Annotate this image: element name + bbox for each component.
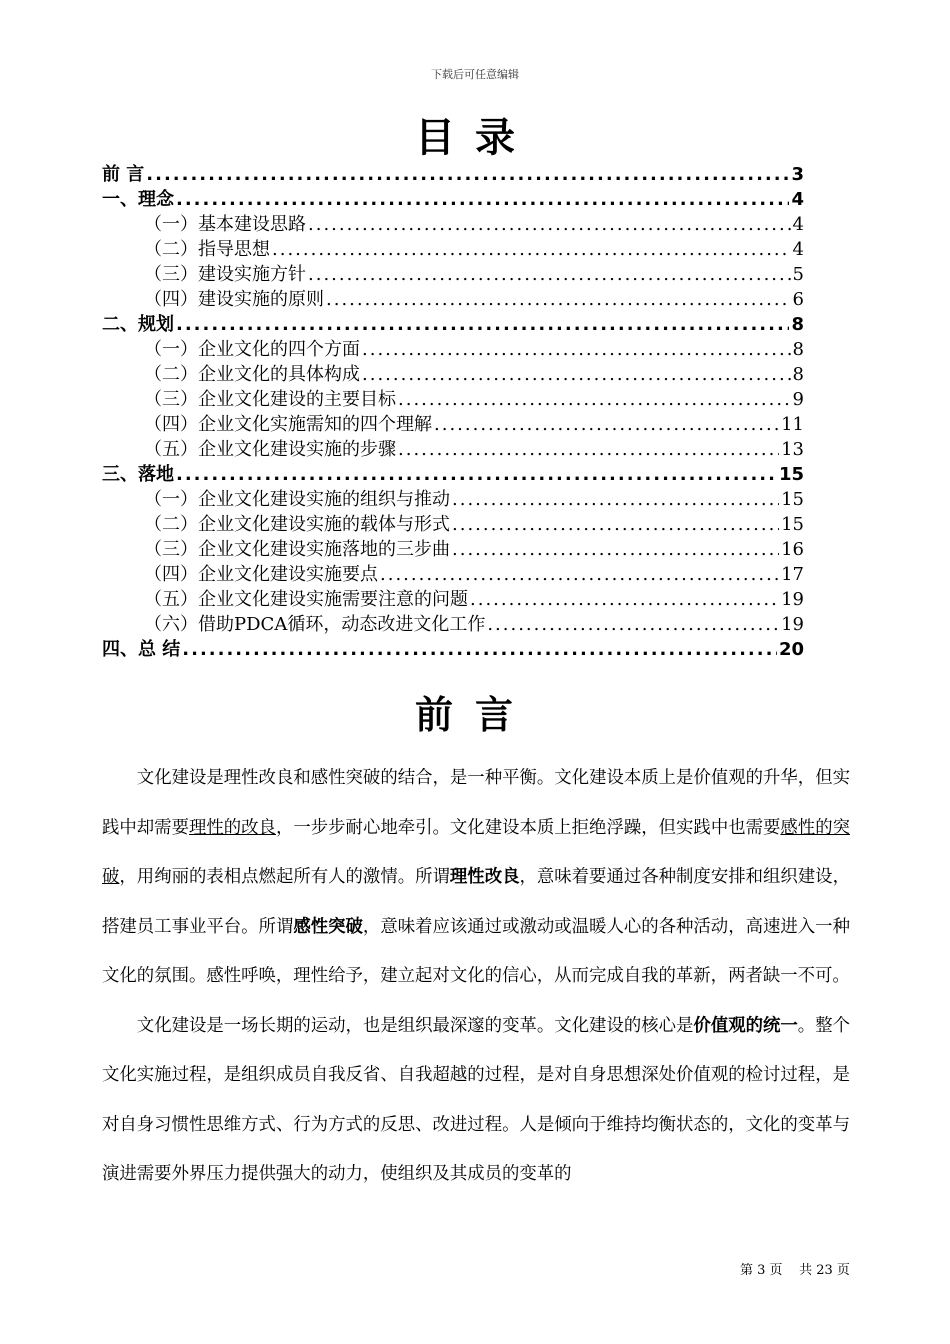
toc-leader-dots	[362, 362, 791, 387]
toc-entry-page: 16	[781, 539, 804, 560]
toc-leader-dots	[452, 487, 779, 512]
toc-leader-dots	[176, 462, 777, 487]
toc-entry[interactable]	[102, 637, 804, 662]
toc-entry-page: 6	[792, 289, 804, 310]
toc-entry[interactable]	[102, 562, 804, 587]
toc-entry[interactable]	[102, 262, 804, 287]
toc-leader-dots	[182, 637, 777, 662]
toc-leader-dots	[452, 512, 779, 537]
toc-entry-label: （三）企业文化建设的主要目标	[144, 389, 396, 410]
toc-entry-label: （二）指导思想	[144, 239, 270, 260]
text-span: ，意味着要通过各种制度安排和组织建设，搭建员工事业平台。所谓	[102, 867, 850, 937]
toc-entry[interactable]	[102, 187, 804, 212]
toc-title: 目录	[415, 115, 535, 161]
preface-paragraph-1	[102, 754, 850, 1002]
toc-entry-label: 一、理念	[102, 189, 174, 210]
toc-entry-label: （五）企业文化建设实施的步骤	[144, 439, 396, 460]
underlined-text: 理性的改良	[188, 817, 276, 838]
toc-leader-dots	[308, 262, 791, 287]
toc-entry[interactable]	[102, 312, 804, 337]
toc-entry-label: 三、落地	[102, 464, 174, 485]
toc-leader-dots	[272, 237, 791, 262]
text-span: 文化建设是理性改良和感性突破的结合，是一种平衡。文化建设本质上是价值观的升华，但实践中却需要	[102, 768, 850, 838]
toc-entry[interactable]	[102, 337, 804, 362]
toc-entry-label: （一）基本建设思路	[144, 214, 306, 235]
toc-entry-page: 5	[792, 264, 804, 285]
toc-entry[interactable]	[102, 437, 804, 462]
toc-entry[interactable]	[102, 462, 804, 487]
toc-entry-page: 19	[781, 614, 804, 635]
toc-leader-dots	[176, 312, 789, 337]
page-footer	[740, 1259, 850, 1278]
bold-text: 价值观的统一	[693, 1015, 798, 1036]
toc-entry-page: 4	[791, 189, 804, 210]
toc-entry-page: 15	[781, 514, 804, 535]
toc-leader-dots	[362, 337, 791, 362]
toc-entry-page: 15	[781, 489, 804, 510]
toc-entry[interactable]	[102, 212, 804, 237]
toc-entry-label: 二、规划	[102, 314, 174, 335]
toc-entry-label: （三）企业文化建设实施落地的三步曲	[144, 539, 450, 560]
toc-entry-label: （五）企业文化建设实施需要注意的问题	[144, 589, 468, 610]
underlined-text: 感性的突破	[102, 817, 850, 887]
text-span: ，一步步耐心地牵引。文化建设本质上拒绝浮躁，但实践中也需要	[275, 817, 781, 838]
toc-entry-label: （四）企业文化建设实施要点	[144, 564, 378, 585]
toc-entry[interactable]	[102, 237, 804, 262]
toc-entry-label: （六）借助PDCA循环，动态改进文化工作	[144, 614, 486, 635]
toc-leader-dots	[398, 437, 779, 462]
text-span: ，意味着应该通过或激动或温暖人心的各种活动，高速进入一种文化的氛围。感性呼唤，理性给予，建立起对文化的信心，从而完成自我的革新，两者缺一不可。	[102, 916, 850, 986]
text-span: 文化建设是一场长期的运动，也是组织最深邃的变革。文化建设的核心是	[136, 1015, 694, 1036]
page-total: 共 23 页	[799, 1263, 850, 1278]
preface-body	[102, 754, 850, 1200]
toc-entry[interactable]	[102, 612, 804, 637]
toc-entry-page: 19	[781, 589, 804, 610]
toc-entry-page: 8	[791, 314, 804, 335]
toc-leader-dots	[487, 612, 779, 637]
toc-entry-page: 8	[792, 364, 804, 385]
toc-entry[interactable]	[102, 287, 804, 312]
preface-paragraph-2	[102, 1002, 850, 1200]
toc-entry-label: 前 言	[102, 164, 145, 185]
toc-leader-dots	[380, 562, 779, 587]
toc-leader-dots	[398, 387, 791, 412]
toc-entry-label: （三）建设实施方针	[144, 264, 306, 285]
toc-entry[interactable]	[102, 587, 804, 612]
toc-leader-dots	[146, 162, 789, 187]
text-span: ，用绚丽的表相点燃起所有人的激情。所谓	[119, 867, 450, 887]
bold-text: 理性改良	[449, 867, 520, 887]
toc-entry-page: 15	[778, 464, 804, 485]
toc-entry-page: 13	[781, 439, 804, 460]
toc-leader-dots	[470, 587, 779, 612]
toc-entry[interactable]	[102, 487, 804, 512]
page-number: 第 3 页	[740, 1263, 783, 1278]
table-of-contents	[102, 162, 804, 662]
text-span: 。整个文化实施过程，是组织成员自我反省、自我超越的过程，是对自身思想深处价值观的检讨过程，是对自身习惯性思维方式、行为方式的反思、改进过程。人是倾向于维持均衡状态的，文化的变革与演进需要外界压力提供强大的动力，使组织及其成员的变革的	[102, 1015, 850, 1184]
toc-leader-dots	[452, 537, 779, 562]
toc-entry[interactable]	[102, 362, 804, 387]
toc-entry-label: （四）建设实施的原则	[144, 289, 324, 310]
toc-entry-page: 17	[781, 564, 804, 585]
toc-entry-page: 8	[792, 339, 804, 360]
toc-entry[interactable]	[102, 412, 804, 437]
preface-title: 前言	[414, 693, 535, 737]
toc-entry-label: （二）企业文化的具体构成	[144, 364, 360, 385]
toc-entry-page: 3	[791, 164, 804, 185]
toc-entry[interactable]	[102, 512, 804, 537]
toc-entry[interactable]	[102, 387, 804, 412]
toc-entry[interactable]	[102, 162, 804, 187]
toc-entry-label: （四）企业文化实施需知的四个理解	[144, 414, 432, 435]
toc-entry-label: （二）企业文化建设实施的载体与形式	[144, 514, 450, 535]
toc-entry-label: （一）企业文化的四个方面	[144, 339, 360, 360]
toc-entry-page: 20	[778, 639, 804, 660]
toc-entry[interactable]	[102, 537, 804, 562]
toc-leader-dots	[326, 287, 791, 312]
bold-text: 感性突破	[293, 916, 363, 937]
toc-entry-page: 9	[792, 389, 804, 410]
toc-entry-page: 4	[792, 239, 804, 260]
toc-entry-page: 4	[792, 214, 804, 235]
toc-entry-label: （一）企业文化建设实施的组织与推动	[144, 489, 450, 510]
toc-leader-dots	[308, 212, 791, 237]
toc-entry-page: 11	[781, 414, 804, 435]
toc-leader-dots	[176, 187, 789, 212]
page-header: 下载后可任意编辑	[431, 68, 519, 81]
toc-entry-label: 四、总 结	[102, 639, 181, 660]
toc-leader-dots	[434, 412, 779, 437]
